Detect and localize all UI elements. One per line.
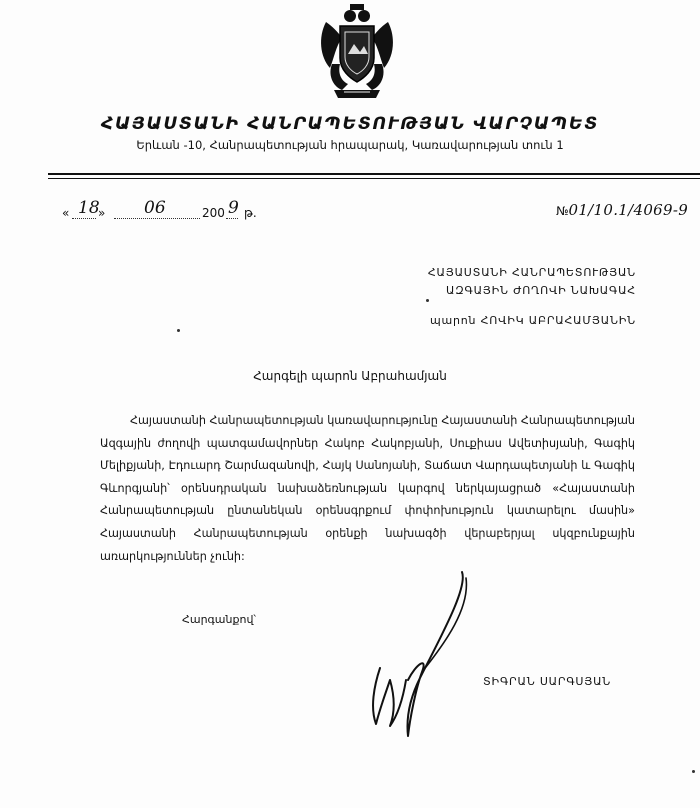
letterhead-title: ՀԱՅԱՍՏԱՆԻ ՀԱՆՐԱՊԵՏՈՒԹՅԱՆ ՎԱՐՉԱՊԵՏ: [101, 114, 599, 134]
number-prefix: №: [556, 204, 569, 218]
document-number: [556, 201, 688, 219]
date-day-underline: [72, 218, 96, 219]
date-month: 06: [144, 198, 166, 218]
date-close-quote: »: [98, 206, 106, 220]
scan-speck: [177, 329, 180, 332]
date-open-quote: «: [62, 206, 70, 220]
letter-body: Հայաստանի Հանրապետության կառավարությունը Հայաստանի Հանրապետության Ազգային ժողովի պատգամավորներ Հակոբ Հակոբյանի, Սուքիաս Ավետիսյանի, Գագիկ Մելիքյանի, Էդուարդ Շարմազանովի, Հայկ Սանոյանի, Տաճատ Վարդապետյանի և Գագիկ Գևորգյանի՝ օրենսդրական նախաձեռնության կարգով ներկայացրած «Հայաստանի Հանրապետության ընտանեկան օրենսգրքում փոփոխություն կատարելու մասին» Հայաստանի Հանրապետության օրենքի նախագծի վերաբերյալ սկզբունքային առարկություններ չունի:: [100, 414, 635, 563]
coat-of-arms-emblem: [314, 2, 400, 102]
recipient-line-3: պարոն ՀՈՎԻԿ ԱԲՐԱՀԱՄՅԱՆԻՆ: [429, 314, 636, 327]
date-day: 18: [78, 198, 100, 218]
closing-phrase: Հարգանքով՝: [182, 613, 257, 626]
scan-speck: [426, 299, 429, 302]
date-month-underline: [114, 218, 200, 219]
handwritten-signature: [350, 568, 480, 744]
recipient-line-2: ԱԶԳԱՅԻՆ ԺՈՂՈՎԻ ՆԱԽԱԳԱՀ: [445, 284, 636, 297]
letterhead-rule-thick: [48, 173, 700, 175]
scan-speck: [692, 770, 695, 773]
greeting: Հարգելի պարոն Աբրահամյան: [253, 369, 447, 383]
date-year-digit: 9: [228, 198, 239, 218]
recipient-line-1: ՀԱՅԱՍՏԱՆԻ ՀԱՆՐԱՊԵՏՈՒԹՅԱՆ: [427, 266, 636, 279]
letterhead-rule-thin: [48, 178, 700, 179]
number-value: 01/10.1/4069-9: [568, 201, 689, 219]
date-suffix: թ.: [244, 206, 257, 220]
signer-name: ՏԻԳՐԱՆ ՍԱՐԳՍՅԱՆ: [483, 675, 612, 688]
letterhead-address: Երևան -10, Հանրապետության հրապարակ, Կառավարության տուն 1: [136, 138, 564, 152]
date-year-prefix: 200: [202, 206, 225, 220]
document-date: [62, 198, 272, 222]
date-year-underline: [226, 218, 238, 219]
